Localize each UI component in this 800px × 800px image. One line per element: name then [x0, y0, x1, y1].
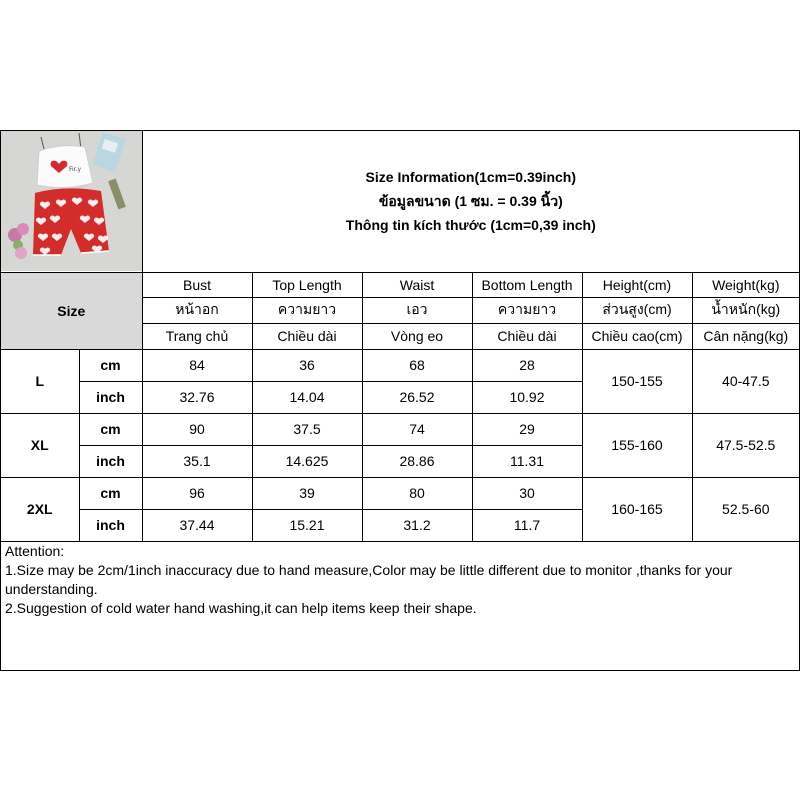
bust-inch: 32.76: [142, 381, 252, 413]
unit-cm: cm: [79, 413, 142, 445]
title-cell: [142, 131, 799, 272]
size-table: [1, 131, 799, 542]
top-length-cm: 39: [252, 477, 362, 509]
weight-range: 40-47.5: [692, 349, 799, 413]
bottom-length-inch: 10.92: [472, 381, 582, 413]
col-bust-en: Bust: [142, 272, 252, 297]
size-name-l: L: [1, 349, 79, 413]
waist-cm: 74: [362, 413, 472, 445]
col-bottom-length-vi: Chiều dài: [472, 323, 582, 349]
waist-inch: 26.52: [362, 381, 472, 413]
top-length-cm: 36: [252, 349, 362, 381]
waist-cm: 80: [362, 477, 472, 509]
col-height-th: ส่วนสูง(cm): [582, 297, 692, 323]
product-photo: [1, 131, 142, 271]
top-length-inch: 14.625: [252, 445, 362, 477]
bottom-length-cm: 29: [472, 413, 582, 445]
unit-inch: inch: [79, 509, 142, 541]
weight-range: 52.5-60: [692, 477, 799, 541]
height-range: 155-160: [582, 413, 692, 477]
col-bottom-length-en: Bottom Length: [472, 272, 582, 297]
col-bottom-length-th: ความยาว: [472, 297, 582, 323]
size-chart: [0, 130, 800, 671]
title-thai: ข้อมูลขนาด (1 ซม. = 0.39 นิ้ว): [378, 193, 563, 210]
col-waist-vi: Vòng eo: [362, 323, 472, 349]
top-length-inch: 15.21: [252, 509, 362, 541]
waist-inch: 28.86: [362, 445, 472, 477]
top-length-inch: 14.04: [252, 381, 362, 413]
col-height-en: Height(cm): [582, 272, 692, 297]
size-name-xl: XL: [1, 413, 79, 477]
bust-inch: 37.44: [142, 509, 252, 541]
unit-inch: inch: [79, 381, 142, 413]
product-photo-cell: [1, 131, 142, 272]
bust-inch: 35.1: [142, 445, 252, 477]
attention-line-2: 2.Suggestion of cold water hand washing,it can help items keep their shape.: [5, 600, 477, 616]
weight-range: 47.5-52.5: [692, 413, 799, 477]
attention-heading: Attention:: [5, 543, 65, 559]
unit-inch: inch: [79, 445, 142, 477]
title-english: Size Information(1cm=0.39inch): [365, 169, 576, 186]
col-weight-vi: Cân nặng(kg): [692, 323, 799, 349]
unit-cm: cm: [79, 349, 142, 381]
col-top-length-en: Top Length: [252, 272, 362, 297]
bust-cm: 96: [142, 477, 252, 509]
attention-line-1: 1.Size may be 2cm/1inch inaccuracy due to hand measure,Color may be little different due to monitor ,thanks for your understanding.: [5, 562, 733, 597]
col-bust-th: หน้าอก: [142, 297, 252, 323]
table-row: [1, 477, 799, 509]
col-waist-th: เอว: [362, 297, 472, 323]
size-name-2xl: 2XL: [1, 477, 79, 541]
top-length-cm: 37.5: [252, 413, 362, 445]
bust-cm: 84: [142, 349, 252, 381]
col-height-vi: Chiều cao(cm): [582, 323, 692, 349]
waist-cm: 68: [362, 349, 472, 381]
col-weight-en: Weight(kg): [692, 272, 799, 297]
col-waist-en: Waist: [362, 272, 472, 297]
bust-cm: 90: [142, 413, 252, 445]
bottom-length-cm: 30: [472, 477, 582, 509]
bottom-length-cm: 28: [472, 349, 582, 381]
col-weight-th: น้ำหนัก(kg): [692, 297, 799, 323]
title-vietnamese: Thông tin kích thước (1cm=0,39 inch): [345, 217, 596, 234]
col-bust-vi: Trang chủ: [142, 323, 252, 349]
attention-notes: [1, 540, 799, 620]
col-top-length-th: ความยาว: [252, 297, 362, 323]
table-row: [1, 413, 799, 445]
col-top-length-vi: Chiều dài: [252, 323, 362, 349]
waist-inch: 31.2: [362, 509, 472, 541]
height-range: 150-155: [582, 349, 692, 413]
unit-cm: cm: [79, 477, 142, 509]
bottom-length-inch: 11.31: [472, 445, 582, 477]
size-label: Size: [1, 272, 142, 349]
svg-text:Fir.y: Fir.y: [69, 166, 82, 174]
table-row: [1, 349, 799, 381]
bottom-length-inch: 11.7: [472, 509, 582, 541]
height-range: 160-165: [582, 477, 692, 541]
